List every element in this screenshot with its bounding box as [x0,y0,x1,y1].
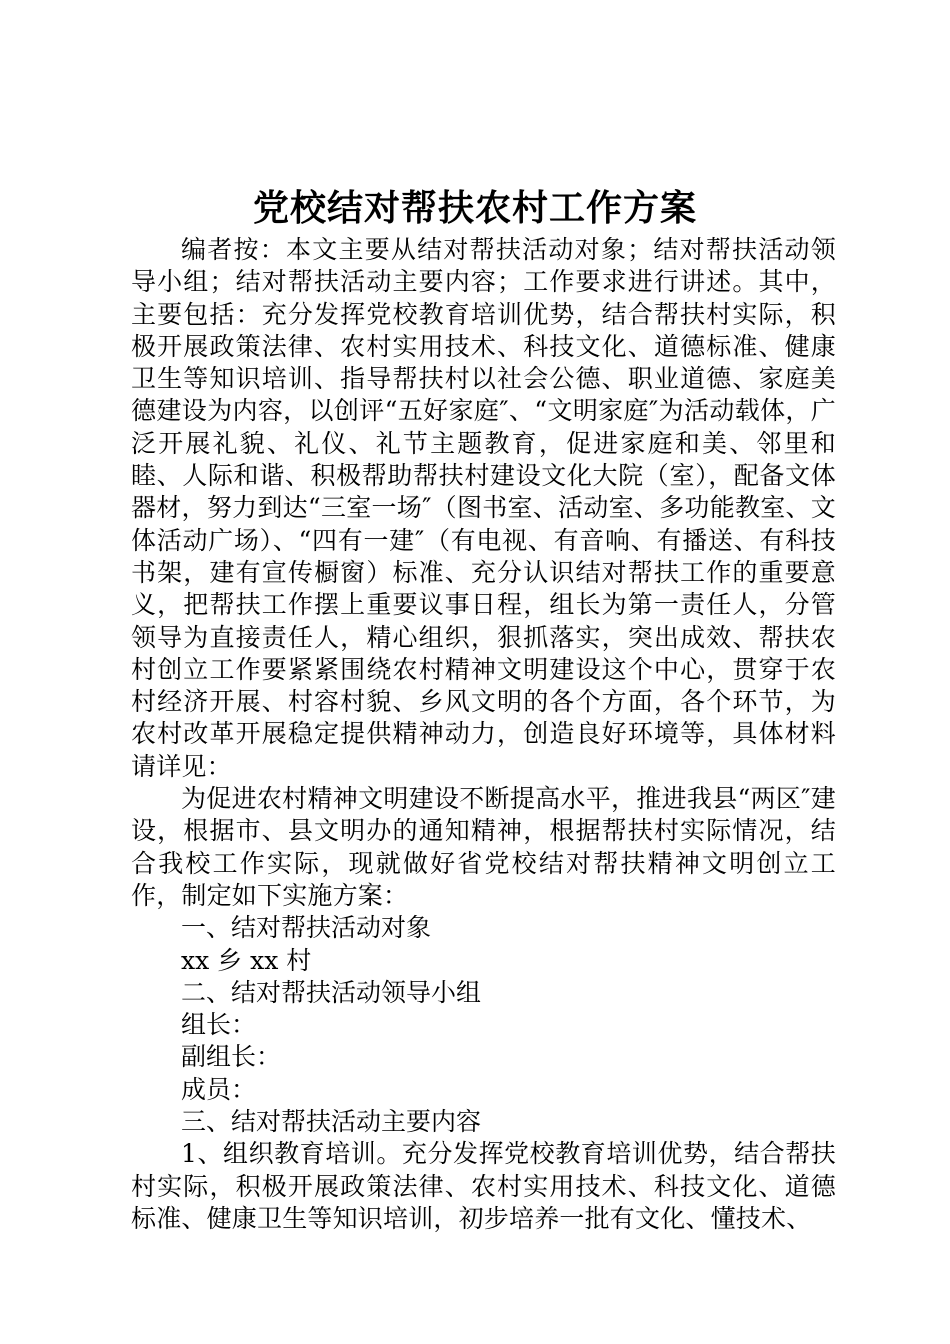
section3-heading: 三、结对帮扶活动主要内容 [181,1107,482,1137]
leader-label: 组长： [181,1010,257,1040]
document-body [131,234,836,1235]
editor-note-paragraph: 编者按：本文主要从结对帮扶活动对象；结对帮扶活动领导小组；结对帮扶活动主要内容；工作要求进行讲述。其中，主要包括：充分发挥党校教育培训优势，结合帮扶村实际，积极开展政策法律、农村实用技术、科技文化、道德标准、健康卫生等知识培训、指导帮扶村以社会公德、职业道德、家庭美德建设为内容，以创评“五好家庭″、“文明家庭″为活动载体，广泛开展礼貌、礼仪、礼节主题教育，促进家庭和美、邻里和睦、人际和谐、积极帮助帮扶村建设文化大院（室），配备文体器材，努力到达“三室一场″（图书室、活动室、多功能教室、文体活动广场）、“四有一建″（有电视、有音响、有播送、有科技书架，建有宣传橱窗）标准、充分认识结对帮扶工作的重要意义，把帮扶工作摆上重要议事日程，组长为第一责任人，分管领导为直接责任人，精心组织，狠抓落实，突出成效、帮扶农村创立工作要紧紧围绕农村精神文明建设这个中心，贯穿于农村经济开展、村容村貌、乡风文明的各个方面，各个环节，为农村改革开展稳定提供精神动力，创造良好环境等，具体材料请详见： [131,235,836,781]
section2-heading: 二、结对帮扶活动领导小组 [181,977,482,1007]
document-title: 党校结对帮扶农村工作方案 [252,187,697,229]
section1-body: xx 乡 xx 村 [181,945,312,975]
item1-paragraph: 1、组织教育培训。充分发挥党校教育培训优势，结合帮扶村实际，积极开展政策法律、农村实用技术、科技文化、道德标准、健康卫生等知识培训，初步培养一批有文化、懂技术、 [131,1139,836,1233]
deputy-leader-label: 副组长： [181,1042,282,1072]
section1-heading: 一、结对帮扶活动对象 [181,913,432,943]
intro-paragraph: 为促进农村精神文明建设不断提高水平，推进我县“两区″建设，根据市、县文明办的通知精神，根据帮扶村实际情况，结合我校工作实际，现就做好省党校结对帮扶精神文明创立工作，制定如下实施方案： [131,784,836,910]
members-label: 成员： [181,1074,257,1104]
